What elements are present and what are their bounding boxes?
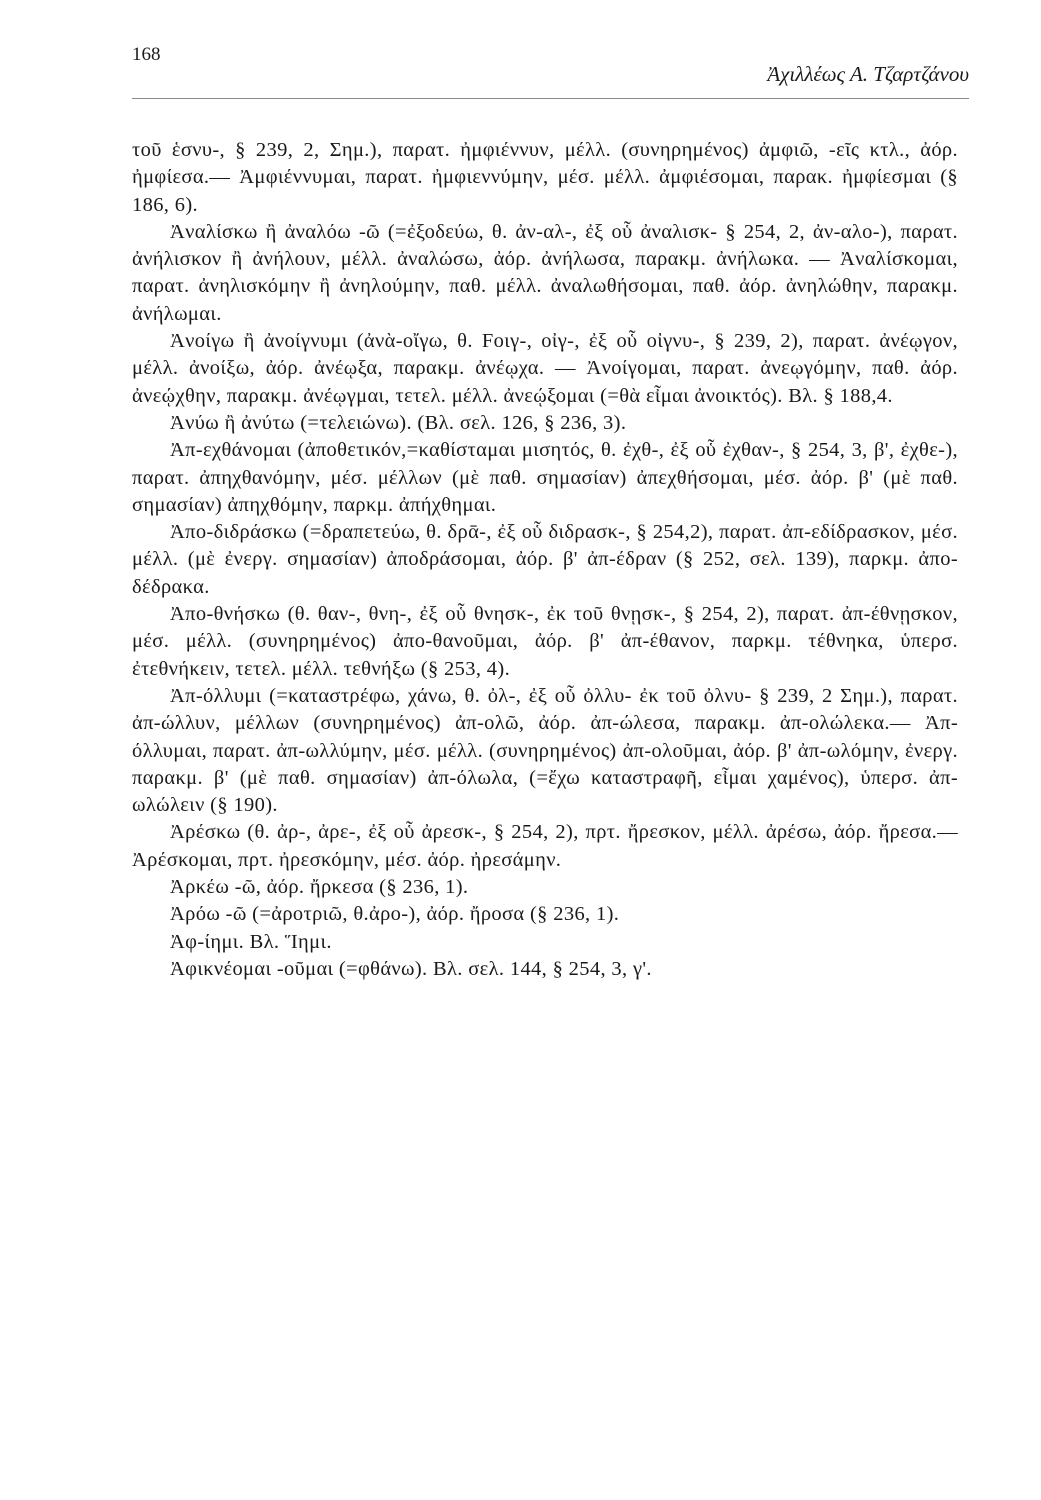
entry-aroo: Ἀρόω -ῶ (=ἀροτριῶ, θ.ἀρο-), ἀόρ. ἤροσα (§ 236, 1).: [170, 903, 620, 926]
page-number: 168: [132, 44, 161, 65]
entry-aphiemi: Ἀφ-ίημι. Βλ. Ἵημι.: [170, 930, 332, 953]
dictionary-body: [132, 137, 958, 983]
running-head: Ἀχιλλέως Α. Τζαρτζάνου: [767, 62, 969, 86]
entry-arkeo: Ἀρκέω -ῶ, ἀόρ. ἤρκεσα (§ 236, 1).: [170, 876, 469, 899]
entry-aresko: Ἀρέσκω (θ. ἀρ-, ἀρε-, ἐξ οὗ ἀρεσκ-, § 254, 2), πρτ. ἤρεσκον, μέλλ. ἀρέσω, ἀόρ. ἤρεσα.— Ἀρέσκομαι, πρτ. ἠρεσκόμην, μέσ. ἀόρ. ἠρεσάμην.: [132, 821, 958, 871]
entry-anyo: Ἀνύω ἢ ἀνύτω (=τελειώνω). (Βλ. σελ. 126, § 236, 3).: [170, 411, 627, 434]
entry-apechthanomai: Ἀπ-εχθάνομαι (ἀποθετικόν,=καθίσταμαι μισητός, θ. ἐχθ-, ἐξ οὗ ἐχθαν-, § 254, 3, β', ἐχθε-), παρατ. ἀπηχθανόμην, μέσ. μέλλων (μὲ παθ. σημασίαν) ἀπεχθήσομαι, μέσ. ἀόρ. β' (μὲ παθ. σημασίαν) ἀπηχθόμην, παρκμ. ἀπήχθημαι.: [132, 439, 958, 516]
entry-apollymi: Ἀπ-όλλυμι (=καταστρέφω, χάνω, θ. ὀλ-, ἐξ οὗ ὀλλυ- ἐκ τοῦ ὀλνυ- § 239, 2 Σημ.), παρατ. ἀπ-ώλλυν, μέλλων (συνηρημένος) ἀπ-ολῶ, ἀόρ. ἀπ-ώλεσα, παρακμ. ἀπ-ολώλεκα.— Ἀπ-όλλυμαι, παρατ. ἀπ-ωλλύμην, μέσ. μέλλ. (συνηρημένος) ἀπ-ολοῦμαι, ἀόρ. β' ἀπ-ωλόμην, ἐνεργ. παρακμ. β' (μὲ παθ. σημασίαν) ἀπ-όλωλα, (=ἔχω καταστραφῆ, εἶμαι χαμένος), ὑπερσ. ἀπ-ωλώλειν (§ 190).: [132, 684, 958, 817]
entry-aphiknoumai: Ἀφικνέομαι -οῦμαι (=φθάνω). Βλ. σελ. 144, § 254, 3, γ'.: [170, 957, 652, 980]
entry-analisko: Ἀναλίσκω ἢ ἀναλόω -ῶ (=ἐξοδεύω, θ. ἀν-αλ-, ἐξ οὗ ἀναλισκ- § 254, 2, ἀν-αλο-), παρατ. ἀνήλισκον ἢ ἀνήλουν, μέλλ. ἀναλώσω, ἀόρ. ἀνήλωσα, παρακμ. ἀνήλωκα. — Ἀναλίσκομαι, παρατ. ἀνηλισκόμην ἢ ἀνηλούμην, παθ. μέλλ. ἀναλωθήσομαι, παθ. ἀόρ. ἀνηλώθην, παρακμ. ἀνήλωμαι.: [132, 220, 958, 325]
page-header: [132, 36, 969, 99]
entry-apodidrasko: Ἀπο-διδράσκω (=δραπετεύω, θ. δρᾱ-, ἐξ οὗ διδρασκ-, § 254,2), παρατ. ἀπ-εδίδρασκον, μέσ. μέλλ. (μὲ ἐνεργ. σημασίαν) ἀποδράσομαι, ἀόρ. β' ἀπ-έδραν (§ 252, σελ. 139), παρκμ. ἀπο-δέδρακα.: [132, 521, 958, 598]
entry-apothnisko: Ἀπο-θνήσκω (θ. θαν-, θνη-, ἐξ οὗ θνησκ-, ἐκ τοῦ θνῃσκ-, § 254, 2), παρατ. ἀπ-έθνῃσκον, μέσ. μέλλ. (συνηρημένος) ἀπο-θανοῦμαι, ἀόρ. β' ἀπ-έθανον, παρκμ. τέθνηκα, ὑπερσ. ἐτεθνήκειν, τετελ. μέλλ. τεθνήξω (§ 253, 4).: [132, 603, 958, 680]
entry-amphiennymi-continued: τοῦ ἑσνυ-, § 239, 2, Σημ.), παρατ. ἠμφιέννυν, μέλλ. (συνηρημένος) ἀμφιῶ, -εῖς κτλ., ἀόρ. ἠμφίεσα.— Ἀμφιέννυμαι, παρατ. ἠμφιεννύμην, μέσ. μέλλ. ἀμφιέσομαι, παρακ. ἠμφίεσμαι (§ 186, 6).: [132, 139, 958, 216]
entry-anoigo: Ἀνοίγω ἢ ἀνοίγνυμι (ἀνὰ-οἴγω, θ. Fοιγ-, οἰγ-, ἐξ οὗ οἰγνυ-, § 239, 2), παρατ. ἀνέῳγον, μέλλ. ἀνοίξω, ἀόρ. ἀνέῳξα, παρακμ. ἀνέῳχα. — Ἀνοίγομαι, παρατ. ἀνεῳγόμην, παθ. ἀόρ. ἀνεῴχθην, παρακμ. ἀνέῳγμαι, τετελ. μέλλ. ἀνεῴξομαι (=θὰ εἶμαι ἀνοικτός). Βλ. § 188,4.: [132, 330, 958, 407]
